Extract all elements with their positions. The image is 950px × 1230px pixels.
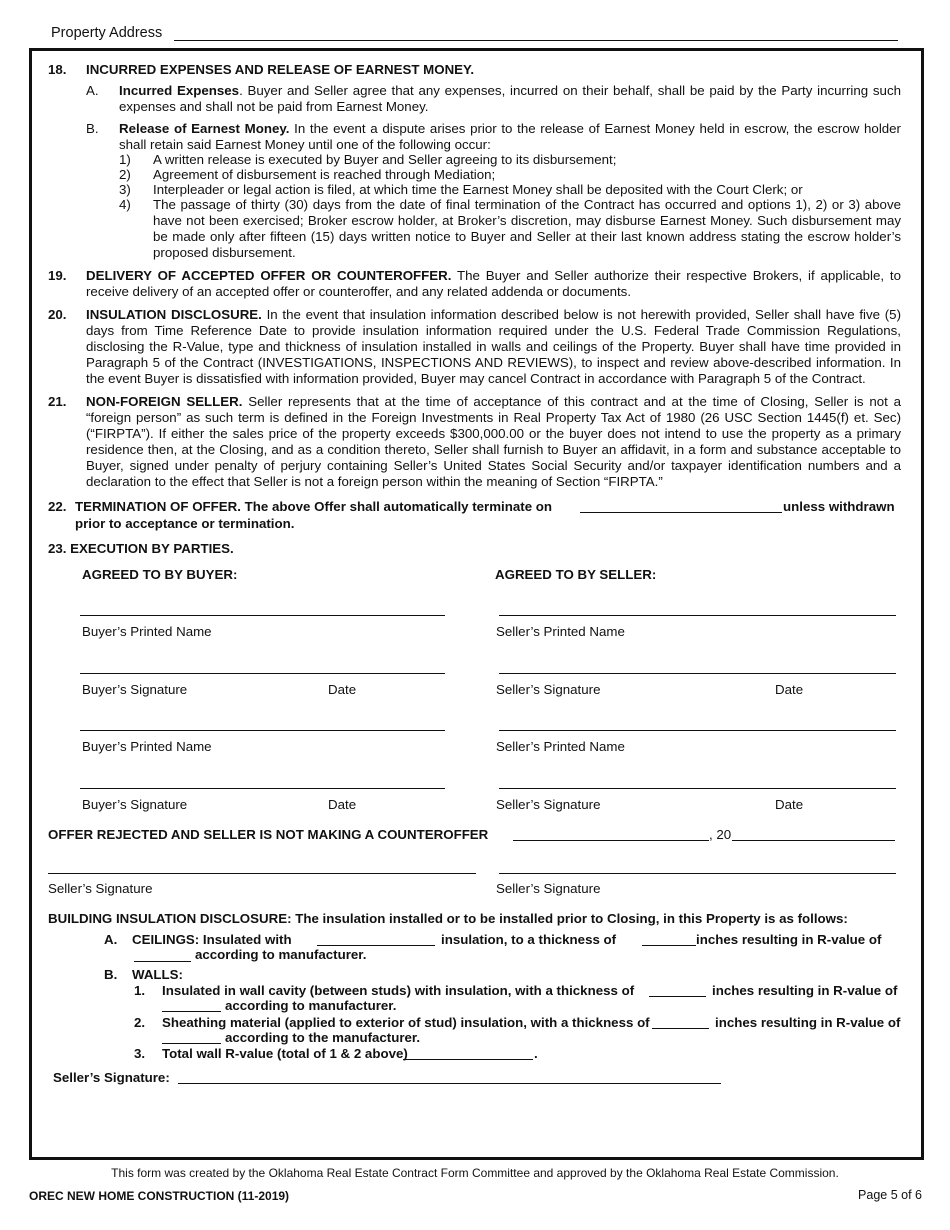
form-identifier: OREC NEW HOME CONSTRUCTION (11-2019) (29, 1189, 290, 1203)
seller-signature-label: Seller’s Signature (496, 797, 601, 812)
list-item: Interpleader or legal action is filed, at which time the Earnest Money shall be deposited with the Court Clerk; or (153, 182, 803, 197)
rejected-seller-signature-label: Seller’s Signature (496, 881, 601, 896)
wall-3-period: . (534, 1046, 538, 1061)
section-20-title: INSULATION DISCLOSURE. (86, 307, 262, 322)
section-18b-letter: B. (86, 121, 99, 136)
section-18-title: INCURRED EXPENSES AND RELEASE OF EARNEST MONEY. (86, 62, 475, 77)
item-number: 1) (119, 152, 131, 167)
buyer-heading: AGREED TO BY BUYER: (82, 567, 238, 582)
wall-2-manufacturer-text: according to the manufacturer. (225, 1030, 421, 1045)
section-20-text: In the event that insulation information described below is not herewith provided, Seller shall have five (5) days from Time Reference Date to provide insulation information required under the U.S. Federal Trade Commission Regulations, disclosing the R-Value, type and thickness of insulation installed in walls and ceilings of the Property. Buyer shall have time provided in Paragraph 5 of the Contract (INVESTIGATIONS, INSPECTIONS AND REVIEWS), to inspect and review above-described information. In the event Buyer is dissatisfied with information provided, Buyer may cancel Contract in accordance with Paragraph 5 of the Contract. (86, 307, 901, 386)
section-22-unless: unless withdrawn (783, 499, 895, 514)
wall-1-manufacturer-text: according to manufacturer. (225, 998, 397, 1013)
wall-1-text: Insulated in wall cavity (between studs) with insulation, with a thickness of (162, 983, 635, 998)
section-22-text-cont: prior to acceptance or termination. (75, 516, 295, 531)
wall-3-number: 3. (134, 1046, 146, 1061)
section-18b-text: In the event a dispute arises prior to the release of Earnest Money held in escrow, the escrow holder shall retain said Earnest Money until one of the following occur: (119, 121, 901, 152)
seller-printed-name-field[interactable] (499, 730, 896, 731)
item-number: 3) (119, 182, 131, 197)
list-item: Agreement of disbursement is reached through Mediation; (153, 167, 496, 182)
buyer-printed-name-label: Buyer’s Printed Name (82, 739, 212, 754)
ceiling-insulation-type-field[interactable] (317, 945, 435, 946)
section-21-number: 21. (48, 394, 67, 409)
seller-signature-field[interactable] (499, 673, 896, 674)
property-address-label: Property Address (51, 25, 163, 41)
footer-note: This form was created by the Oklahoma Real Estate Contract Form Committee and approved by the Oklahoma Real Estate Commission. (111, 1166, 839, 1180)
seller-signature-field[interactable] (499, 788, 896, 789)
section-21-title: NON-FOREIGN SELLER. (86, 394, 243, 409)
seller-signature-label: Seller’s Signature (496, 682, 601, 697)
section-22-text: TERMINATION OF OFFER. The above Offer shall automatically terminate on (75, 499, 553, 514)
section-18b-paragraph (119, 121, 901, 153)
termination-date-field[interactable] (580, 512, 782, 513)
section-18a-letter: A. (86, 83, 99, 98)
wall-2-text: Sheathing material (applied to exterior of stud) insulation, with a thickness of (162, 1015, 650, 1030)
section-18a-paragraph (119, 83, 901, 115)
wall-1-thickness-field[interactable] (649, 996, 706, 997)
buyer-printed-name-label: Buyer’s Printed Name (82, 624, 212, 639)
section-21-text: Seller represents that at the time of acceptance of this contract and at the time of Closing, Seller is not a “foreign person” as such term is defined in the Foreign Investments in Real Property Tax Act of 1980 (26 USC Section 1445(f) et. Sec) (“FIRPTA”). If either the sales price of the property exceeds $300,000.00 or the buyer does not intend to use the property as a primary residence then, at the Closing, and as a condition thereto, Seller shall furnish to Buyer an affidavit, in a form and substance acceptable to Buyer, signed under penalty of perjury containing Seller’s United States Social Security and/or taxpayer identification numbers and a declaration to the effect that Seller is not a foreign person within the meaning of Section “FIRPTA.” (86, 394, 902, 489)
ceilings-manufacturer-text: according to manufacturer. (195, 947, 367, 962)
buyer-signature-field[interactable] (80, 788, 445, 789)
wall-2-rvalue-text: inches resulting in R-value of (715, 1015, 901, 1030)
section-21-paragraph (86, 394, 901, 490)
ceilings-text: CEILINGS: Insulated with (132, 932, 292, 947)
wall-1-number: 1. (134, 983, 146, 998)
list-item: A written release is executed by Buyer and Seller agreeing to its disbursement; (153, 152, 617, 167)
section-20-paragraph (86, 307, 901, 387)
seller-date-label: Date (775, 797, 804, 812)
buyer-date-label: Date (328, 682, 357, 697)
section-22-number: 22. (48, 499, 67, 514)
list-item: The passage of thirty (30) days from the date of final termination of the Contract has occurred and options 1), 2) or 3) above have not been exercised; Broker escrow holder, at Broker’s discretion, may disburse Earnest Money. Such disbursement may be made only after fifteen (15) days written notice to Buyer and Seller at their last known address stating the escrow holder’s proposed disbursement. (153, 197, 901, 260)
total-wall-rvalue-field[interactable] (403, 1059, 533, 1060)
insulation-disclosure-heading: BUILDING INSULATION DISCLOSURE: The insulation installed or to be installed prior to Closing, in this Property is as follows: (48, 911, 848, 926)
section-20-number: 20. (48, 307, 67, 322)
buyer-signature-label: Buyer’s Signature (82, 797, 188, 812)
section-18b-title: Release of Earnest Money. (119, 121, 290, 136)
item-number: 2) (119, 167, 131, 182)
rejected-seller-signature-field[interactable] (48, 873, 476, 874)
section-19-number: 19. (48, 268, 67, 283)
section-19-title: DELIVERY OF ACCEPTED OFFER OR COUNTEROFFER. (86, 268, 452, 283)
ceiling-thickness-field[interactable] (642, 945, 696, 946)
buyer-printed-name-field[interactable] (80, 730, 445, 731)
wall-3-text: Total wall R-value (total of 1 & 2 above) (162, 1046, 408, 1061)
section-19-text: The Buyer and Seller authorize their respective Brokers, if applicable, to receive delivery of an accepted offer or counteroffer, and any related addenda or documents. (86, 268, 901, 299)
rejected-seller-signature-label: Seller’s Signature (48, 881, 153, 896)
property-address-field[interactable] (174, 40, 898, 41)
walls-title: WALLS: (132, 967, 183, 982)
rejected-year-prefix: , 20 (709, 827, 732, 842)
seller-printed-name-label: Seller’s Printed Name (496, 624, 625, 639)
wall-1-rvalue-text: inches resulting in R-value of (712, 983, 898, 998)
rejected-seller-signature-field[interactable] (499, 873, 896, 874)
wall-2-number: 2. (134, 1015, 146, 1030)
section-18a-title: Incurred Expenses (119, 83, 240, 98)
wall-2-rvalue-field[interactable] (162, 1043, 221, 1044)
buyer-date-label: Date (328, 797, 357, 812)
page-number: Page 5 of 6 (858, 1188, 922, 1202)
insulation-seller-signature-label: Seller’s Signature: (53, 1070, 170, 1085)
insulation-seller-signature-field[interactable] (178, 1083, 721, 1084)
buyer-printed-name-field[interactable] (80, 615, 445, 616)
section-18a-text: . Buyer and Seller agree that any expenses, incurred on their behalf, shall be paid by the Party incurring such expenses and shall not be paid from Earnest Money. (119, 83, 901, 114)
ceilings-rvalue-text: inches resulting in R-value of (696, 932, 882, 947)
rejected-date-field[interactable] (513, 840, 709, 841)
seller-printed-name-label: Seller’s Printed Name (496, 739, 625, 754)
offer-rejected-text: OFFER REJECTED AND SELLER IS NOT MAKING A COUNTEROFFER (48, 827, 489, 842)
wall-2-thickness-field[interactable] (652, 1028, 709, 1029)
seller-heading: AGREED TO BY SELLER: (495, 567, 657, 582)
ceiling-rvalue-field[interactable] (134, 961, 191, 962)
ceilings-thickness-text: insulation, to a thickness of (441, 932, 617, 947)
walls-letter: B. (104, 967, 118, 982)
item-number: 4) (119, 197, 131, 212)
buyer-signature-field[interactable] (80, 673, 445, 674)
seller-printed-name-field[interactable] (499, 615, 896, 616)
rejected-year-field[interactable] (732, 840, 895, 841)
section-19-paragraph (86, 268, 901, 300)
section-18-number: 18. (48, 62, 67, 77)
seller-date-label: Date (775, 682, 804, 697)
buyer-signature-label: Buyer’s Signature (82, 682, 188, 697)
section-23-title: 23. EXECUTION BY PARTIES. (48, 541, 234, 556)
ceilings-letter: A. (104, 932, 118, 947)
wall-1-rvalue-field[interactable] (162, 1011, 221, 1012)
